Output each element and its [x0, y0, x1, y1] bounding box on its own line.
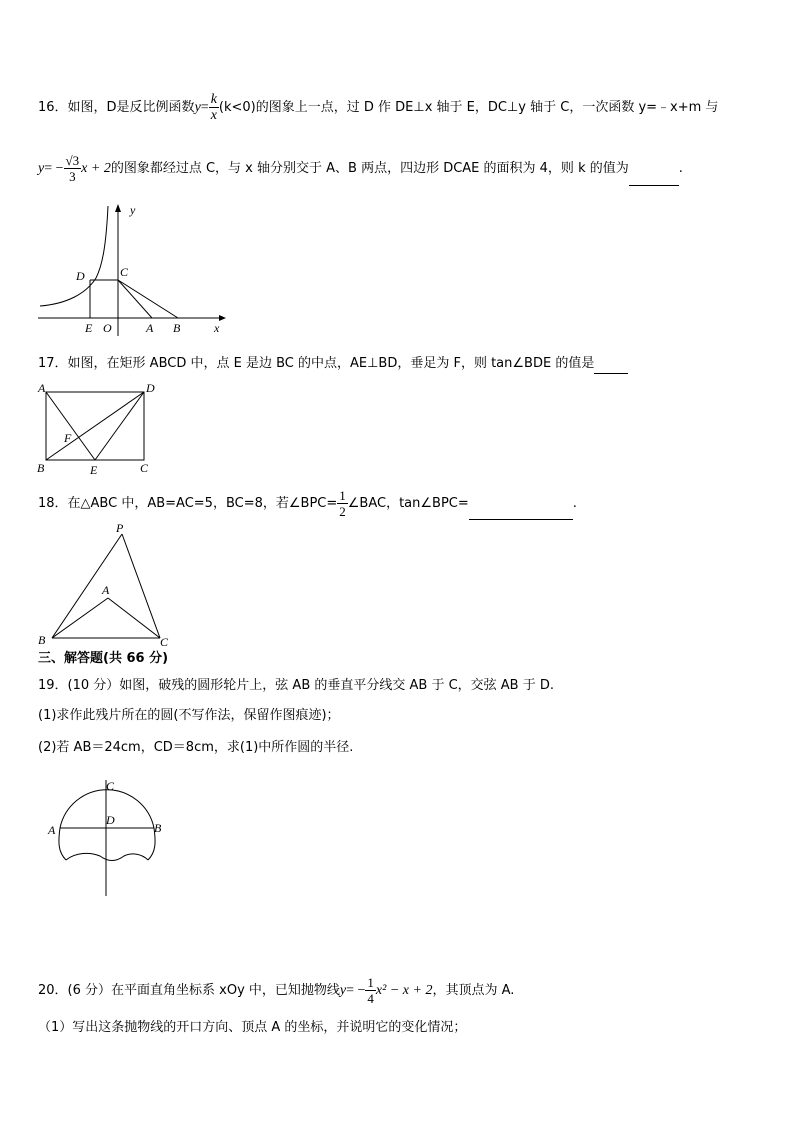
section3-title: 三、解答题(共 66 分) [38, 651, 169, 666]
q16-hyperbola [40, 206, 108, 306]
q17-diagonal-bd [46, 392, 144, 460]
q16-line2-tail: x + 2 [81, 161, 111, 176]
q20-tail: x² − x + 2 [375, 983, 433, 998]
q20-line1 [38, 974, 514, 1008]
q19-line1: 19．(10 分）如图，破残的圆形轮片上，弦 AB 的垂直平分线交 AB 于 C，交弦 AB 于 D. [38, 678, 555, 693]
q18-suffix: ∠BAC，tan∠BPC= [347, 496, 469, 511]
q17-label-e: E [90, 463, 98, 477]
q18-segment-ba [52, 598, 108, 638]
q19-figure [44, 772, 172, 902]
q16-sqrt3-over-3 [64, 153, 82, 184]
q17-segment-ae [46, 392, 95, 460]
q16-line-cb [118, 280, 178, 318]
q19-label-c: C [106, 779, 115, 793]
q16-figure [36, 198, 232, 338]
q18-segment-pc [122, 534, 160, 638]
q17-figure [34, 380, 164, 478]
q16-label-a: A [146, 321, 154, 335]
q18-end: . [572, 496, 577, 511]
q16-label-o: O [103, 321, 112, 335]
q18-figure [34, 520, 180, 650]
q19-line3: (2)若 AB＝24cm，CD＝8cm，求(1)中所作圆的半径. [38, 740, 354, 755]
q16-label-b: B [173, 321, 181, 335]
q16-line2-y: y [38, 161, 45, 176]
q17-label-d: D [146, 381, 155, 395]
q16-y-symbol: y [194, 100, 201, 115]
q16-label-c: C [120, 265, 129, 279]
q19-label-b: B [154, 821, 162, 835]
q19-label-d: D [106, 813, 115, 827]
q17-text-line [38, 354, 628, 374]
q18-label-p: P [116, 521, 124, 535]
q17-segment-de [95, 392, 144, 460]
q17-answer-blank[interactable] [594, 357, 628, 374]
q20-y-symbol: y [339, 983, 347, 998]
q18-frac-num: 1 [339, 488, 346, 503]
q18-answer-blank[interactable] [469, 501, 573, 520]
q16-answer-blank[interactable] [629, 167, 679, 186]
q16-line1-suffix: (k<0)的图象上一点，过 D 作 DE⊥x 轴于 E，DC⊥y 轴于 C，一次函数 y=﹣x+m 与 [218, 100, 719, 115]
q16-line1 [38, 92, 718, 122]
q18-frac-den: 2 [339, 504, 346, 519]
q16-line-ca [118, 280, 152, 318]
q16-x-arrow [219, 315, 226, 321]
q16-label-e: E [85, 321, 93, 335]
q16-frac-den: x [210, 108, 217, 123]
q19-line2: (1)求作此残片所在的圆(不写作法，保留作图痕迹)； [38, 708, 340, 723]
q16-line2-suffix: 的图象都经过点 C，与 x 轴分别交于 A、B 两点，四边形 DCAE 的面积为 4，则 k 的值为 [110, 161, 629, 176]
q17-text: 17．如图，在矩形 ABCD 中，点 E 是边 BC 的中点，AE⊥BD，垂足为 F，则 tan∠BDE 的值是 [38, 356, 595, 371]
q16-line2-frac-den: 3 [69, 169, 76, 184]
q17-label-c: C [140, 461, 149, 475]
q16-k-over-x [209, 92, 219, 123]
q19-left-edge [59, 828, 66, 860]
q16-line2 [38, 152, 683, 186]
q16-line1-prefix: 16．如图，D是反比例函数 [38, 100, 195, 115]
q19-label-a: A [48, 823, 56, 837]
q16-line2-frac-num: √3 [65, 153, 80, 168]
q16-label-d: D [76, 269, 85, 283]
q18-segment-bp [52, 534, 122, 638]
q16-line2-eq: = − [44, 161, 64, 176]
q18-label-c: C [160, 635, 169, 649]
q18-label-b: B [38, 633, 46, 647]
q20-prefix: 20．(6 分）在平面直角坐标系 xOy 中，已知抛物线 [38, 983, 340, 998]
q17-label-f: F [64, 431, 72, 445]
q18-half-fraction [337, 488, 348, 519]
q20-quarter-fraction [365, 975, 376, 1006]
q16-label-x: x [214, 321, 220, 335]
q16-frac-num: k [210, 92, 217, 107]
q19-broken-bottom [66, 853, 148, 860]
q18-line [38, 488, 577, 520]
q20-suffix: ，其顶点为 A. [432, 983, 515, 998]
q16-y-arrow [115, 204, 121, 212]
q17-label-b: B [37, 461, 45, 475]
q16-label-y: y [130, 203, 136, 217]
q20-frac-num: 1 [367, 975, 374, 990]
q16-line2-end: . [678, 161, 683, 176]
q20-frac-den: 4 [367, 991, 374, 1006]
q17-label-a: A [38, 381, 46, 395]
q18-prefix: 18．在△ABC 中，AB=AC=5，BC=8，若∠BPC= [38, 496, 338, 511]
q18-label-a: A [102, 583, 110, 597]
q20-line2: （1）写出这条抛物线的开口方向、顶点 A 的坐标，并说明它的变化情况； [38, 1020, 467, 1035]
q16-eq: = [200, 100, 209, 115]
q20-eq: = − [346, 983, 366, 998]
